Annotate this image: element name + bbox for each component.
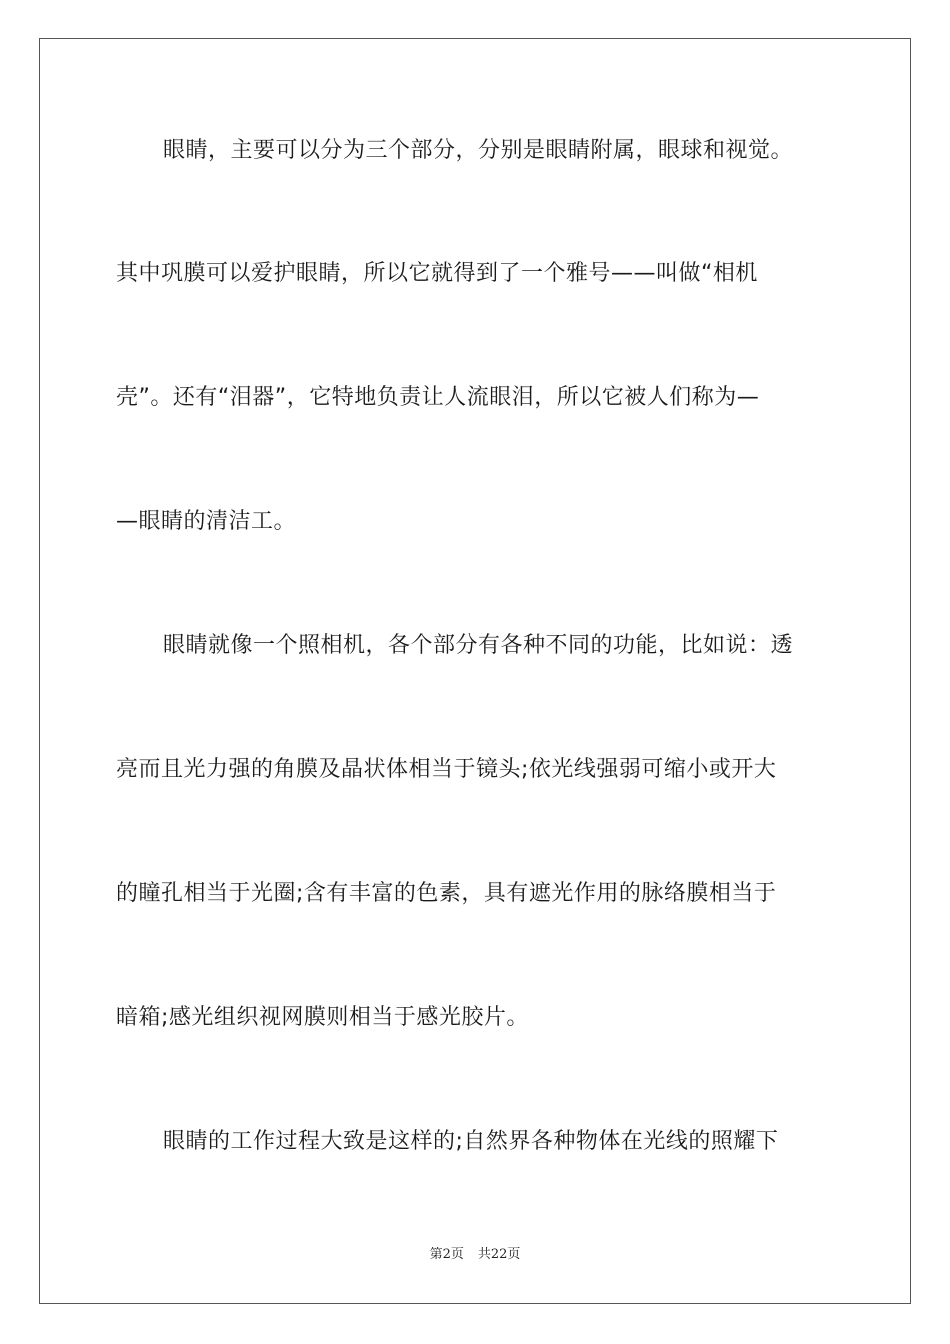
paragraph-line: 眼睛，主要可以分为三个部分，分别是眼睛附属，眼球和视觉。 (163, 138, 794, 163)
page-border (39, 38, 911, 1304)
page-footer (0, 1243, 950, 1262)
paragraph-line: 其中巩膜可以爱护眼睛，所以它就得到了一个雅号——叫做“相机 (116, 261, 758, 286)
page-total: 共22页 (477, 1247, 521, 1262)
paragraph-line: 暗箱;感光组织视网膜则相当于感光胶片。 (116, 1005, 529, 1030)
paragraph-line: 壳”。还有“泪器”，它特地负责让人流眼泪，所以它被人们称为— (116, 385, 760, 410)
paragraph-line: 眼睛的工作过程大致是这样的;自然界各种物体在光线的照耀下 (163, 1129, 779, 1154)
paragraph-line: —眼睛的清洁工。 (116, 509, 297, 534)
page-number: 第2页 (429, 1247, 464, 1262)
paragraph-line: 眼睛就像一个照相机，各个部分有各种不同的功能，比如说：透 (163, 633, 794, 658)
paragraph-line: 亮而且光力强的角膜及晶状体相当于镜头;依光线强弱可缩小或开大 (116, 757, 777, 782)
paragraph-line: 的瞳孔相当于光圈;含有丰富的色素，具有遮光作用的脉络膜相当于 (116, 881, 777, 906)
